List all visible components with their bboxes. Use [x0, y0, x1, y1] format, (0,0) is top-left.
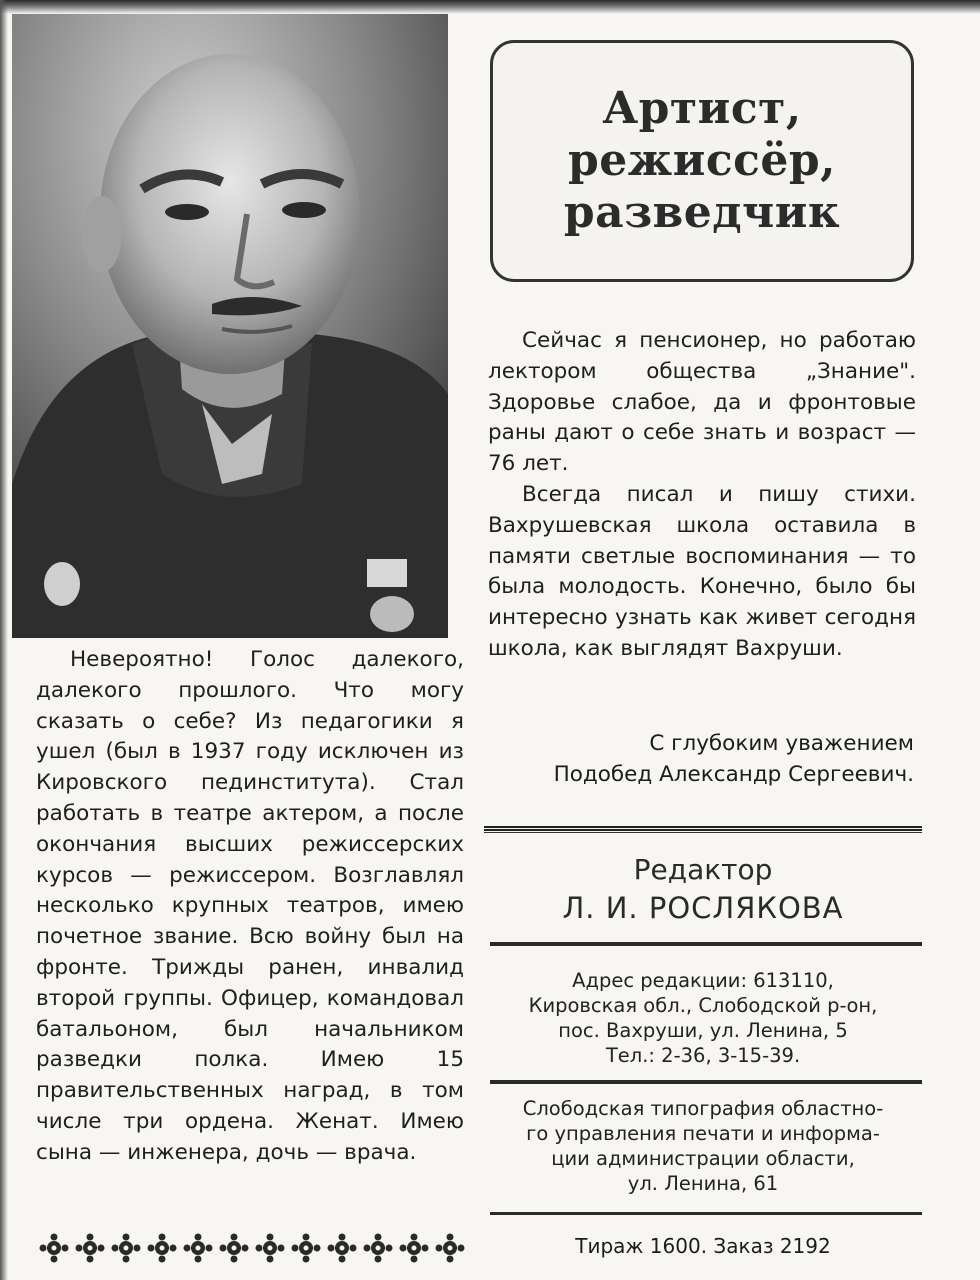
letter-text-left	[36, 645, 464, 1169]
editor-role: Редактор	[633, 853, 773, 886]
address-line: Тел.: 2-36, 3-15-39.	[605, 1044, 801, 1067]
section-divider	[490, 1080, 922, 1084]
ornament-border-icon	[38, 1232, 474, 1264]
letter-paragraph: Невероятно! Голос далекого, далекого прошлого. Что могу сказать о себе? Из педагогики я ушел (был в 1937 году исключен из Кировского пединститута). Стал работать в театре актером, а после окончания высших режиссерских курсов — режиссером. Возглавлял несколько крупных театров, имею почетное звание. Всю войну был на фронте. Трижды ранен, инвалид второй группы. Офицер, командовал батальоном, был начальником разведки полка. Имею 15 правительственных наград, в том числе три ордена. Женат. Имею сына — инженера, дочь — врача.	[36, 647, 464, 1165]
headline-box	[490, 40, 914, 282]
printer-line: Слободская типография областно-	[522, 1097, 884, 1120]
address-line: Кировская обл., Слободской р-он,	[528, 994, 878, 1017]
printer-block	[484, 1096, 922, 1196]
address-line: Адрес редакции: 613110,	[572, 969, 834, 992]
section-divider	[490, 942, 922, 946]
editor-name: Л. И. РОСЛЯКОВА	[562, 891, 844, 925]
printer-line: ул. Ленина, 61	[627, 1172, 779, 1195]
letter-signature	[488, 728, 914, 790]
section-divider	[490, 1212, 922, 1215]
portrait-photo	[12, 14, 448, 638]
headline-line-1: Артист,	[602, 83, 802, 134]
print-run: Тираж 1600. Заказ 2192	[575, 1234, 831, 1258]
address-block	[484, 968, 922, 1068]
closing-line: С глубоким уважением	[649, 731, 914, 756]
printer-line: го управления печати и информа-	[526, 1122, 880, 1145]
section-divider	[484, 826, 922, 833]
headline-line-2: режиссёр,	[568, 135, 836, 186]
letter-text-right	[488, 326, 916, 665]
address-line: пос. Вахруши, ул. Ленина, 5	[558, 1019, 848, 1042]
page-edge-shadow	[0, 0, 980, 14]
printer-line: ции администрации области,	[551, 1147, 855, 1170]
letter-paragraph: Сейчас я пенсионер, но работаю лектором общества „Знание". Здоровье слабое, да и фронтовые раны дают о себе знать и возраст — 76 лет.	[488, 328, 916, 477]
signature-name: Подобед Александр Сергеевич.	[553, 762, 914, 787]
page-edge-shadow-left	[0, 0, 8, 1280]
letter-paragraph: Всегда писал и пишу стихи. Вахрушевская школа оставила в памяти светлые воспоминания — то была молодость. Конечно, было бы интересно узнать как живет сегодня школа, как выглядят Вахруши.	[488, 481, 916, 661]
editor-block	[484, 852, 922, 928]
headline-line-3: разведчик	[563, 187, 841, 238]
portrait-photo-icon	[12, 14, 448, 638]
